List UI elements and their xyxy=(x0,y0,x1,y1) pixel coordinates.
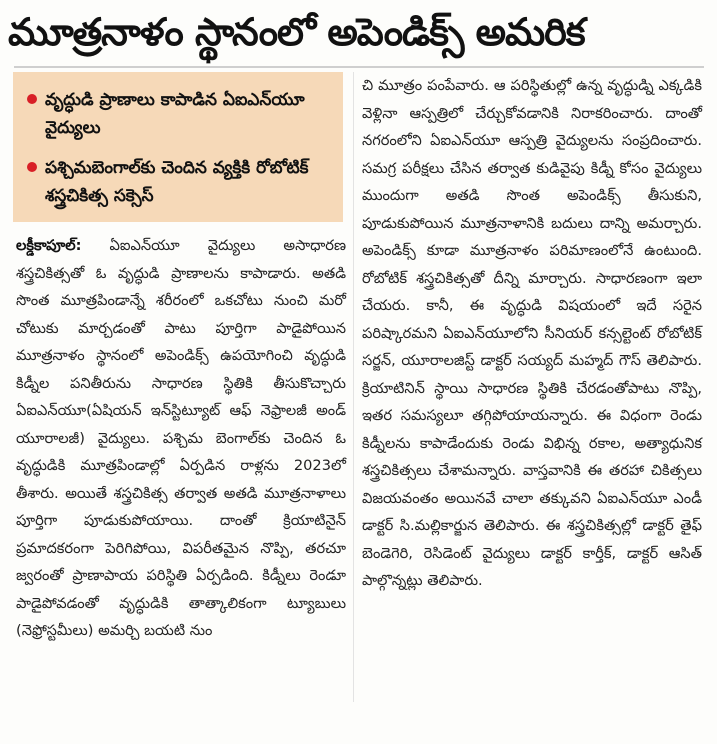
highlight-text: పశ్చిమబెంగాల్‌కు చెందిన వ్యక్తికి రోబోటిక్ శస్త్రచికిత్స సక్సెస్ xyxy=(45,158,309,206)
byline: లక్డీకాపూల్: xyxy=(16,237,82,254)
highlight-item xyxy=(27,154,333,210)
article-paragraph xyxy=(16,232,346,645)
column-divider xyxy=(353,72,354,702)
article-column-right xyxy=(362,72,702,595)
highlight-item xyxy=(27,86,333,142)
highlight-text: వృద్ధుడి ప్రాణాలు కాపాడిన ఏఐఎన్‌యూ వైద్యులు xyxy=(45,90,305,138)
bullet-icon xyxy=(27,94,37,104)
article-text: ఏఐఎన్‌యూ వైద్యులు అసాధారణ శస్త్రచికిత్సతో ఓ వృద్ధుడి ప్రాణాలను కాపాడారు. అతడి సొంత మూత్రపిండాన్నే శరీరంలో ఒకచోటు నుంచి మరో చోటుకు మార్చడంతో పాటు పూర్తిగా పాడైపోయిన మూత్రనాళం స్థానంలో అపెండిక్స్ ఉపయోగించి వృద్ధుడి కిడ్నీల పనితీరును సాధారణ స్థితికి తీసుకొచ్చారు ఏఐఎన్‌యూ(ఏషియన్ ఇన్‌స్టిట్యూట్ ఆఫ్ నెఫ్రాలజీ అండ్ యూరాలజీ) వైద్యులు. పశ్చిమ బెంగాల్‌కు చెందిన ఓ వృద్ధుడికి మూత్రపిండాల్లో ఏర్పడిన రాళ్లను 2023లో తీశారు. అయితే శస్త్రచికిత్స తర్వాత అతడి మూత్రనాళాలు పూర్తిగా పూడుకుపోయాయి. దాంతో క్రియాటినైన్ ప్రమాదకరంగా పెరిగిపోయి, విపరీతమైన నొప్పి, తరచూ జ్వరంతో ప్రాణాపాయ పరిస్థితి ఏర్పడింది. కిడ్నీలు రెండూ పాడైపోవడంతో వృద్ధుడికి తాత్కాలికంగా ట్యూబులు (నెఫ్రోస్టమీలు) అమర్చి బయటి నుం xyxy=(16,237,346,639)
headline: మూత్రనాళం స్థానంలో అపెండిక్స్ అమరిక xyxy=(8,10,585,54)
bullet-icon xyxy=(27,162,37,172)
highlights-box xyxy=(13,72,343,222)
article-column-left xyxy=(16,232,346,645)
headline-rule xyxy=(14,66,704,68)
article-text: చి మూత్రం పంపేవారు. ఆ పరిస్థితుల్లో ఉన్న వృద్ధుడ్ని ఎక్కడికి వెళ్లినా ఆస్పత్రిలో చేర్చుకోవడానికి నిరాకరించారు. దాంతో నగరంలోని ఏఐఎన్‌యూ ఆస్పత్రి వైద్యులను సంప్రదించారు. సమగ్ర పరీక్షలు చేసిన తర్వాత కుడివైపు కిడ్నీ కోసం వైద్యులు ముందుగా అతడి సొంత అపెండిక్స్ తీసుకుని, పూడుకుపోయిన మూత్రనాళానికి బదులు దాన్ని అమర్చారు. అపెండిక్స్ కూడా మూత్రనాళం పరిమాణంలోనే ఉంటుంది. రోబోటిక్ శస్త్రచికిత్సతో దీన్ని మార్చారు. సాధారణంగా ఇలా చేయరు. కానీ, ఈ వృద్ధుడి విషయంలో ఇదే సరైన పరిష్కారమని ఏఐఎన్‌యూలోని సీనియర్ కన్సల్టెంట్ రోబోటిక్ సర్జన్, యూరాలజిస్ట్ డాక్టర్ సయ్యద్ మహ్మద్ గౌస్ తెలిపారు. క్రియాటినిన్ స్థాయి సాధారణ స్థితికి చేరడంతోపాటు నొప్పి, ఇతర సమస్యలూ తగ్గిపోయాయన్నారు. ఈ విధంగా రెండు కిడ్నీలను కాపాడేందుకు రెండు విభిన్న రకాల, అత్యాధునిక శస్త్రచికిత్సలు చేశామన్నారు. వాస్తవానికి ఈ తరహా చికిత్సలు విజయవంతం అయినవే చాలా తక్కువని ఏఐఎన్‌యూ ఎండీ డాక్టర్ సి.మల్లికార్జున తెలిపారు. ఈ శస్త్రచికిత్సల్లో డాక్టర్ తైఫ్ బెండెగెరి, రెసిడెంట్ వైద్యులు డాక్టర్ కార్తీక్, డాక్టర్ ఆసిత్ పాల్గొన్నట్లు తెలిపారు. xyxy=(362,77,702,589)
